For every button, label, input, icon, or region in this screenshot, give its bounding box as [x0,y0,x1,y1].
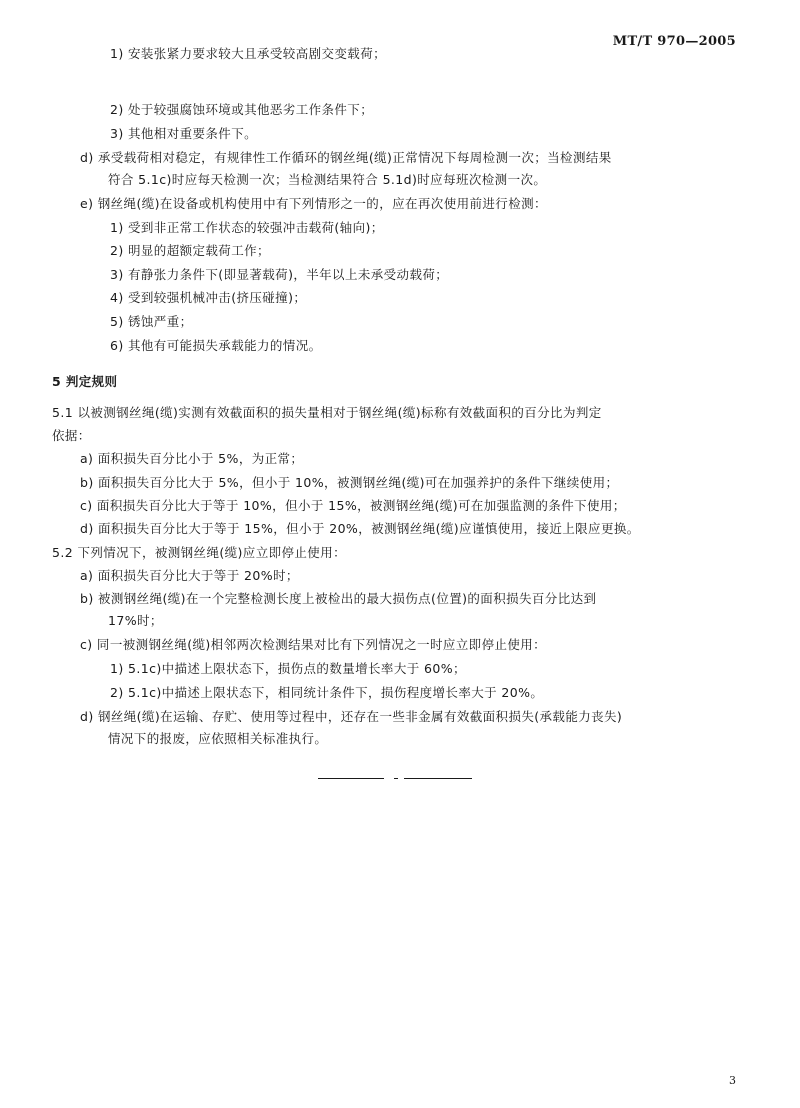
paragraph-line: d) 承受载荷相对稳定，有规律性工作循环的钢丝绳(缆)正常情况下每周检测一次；当检测结果 [80,150,612,165]
section-heading: 5 判定规则 [52,374,118,389]
paragraph-line: 依据： [52,428,91,443]
end-rule-left [318,778,384,779]
list-item: 1) 受到非正常工作状态的较强冲击载荷(轴向)； [110,220,384,235]
list-item: 2) 明显的超额定载荷工作； [110,243,270,258]
list-item: 6) 其他有可能损失承载能力的情况。 [110,338,322,353]
list-item: b) 被测钢丝绳(缆)在一个完整检测长度上被检出的最大损伤点(位置)的面积损失百分比达到 [80,591,597,606]
list-item: b) 面积损失百分比大于 5%，但小于 10%，被测钢丝绳(缆)可在加强养护的条件下继续使用； [80,475,619,490]
paragraph-line: 17%时； [108,613,163,628]
page-number: 3 [729,1074,736,1087]
list-item: c) 面积损失百分比大于等于 10%，但小于 15%，被测钢丝绳(缆)可在加强监测的条件下使用； [80,498,626,513]
paragraph-line: e) 钢丝绳(缆)在设备或机构使用中有下列情形之一的，应在再次使用前进行检测： [80,196,547,211]
list-item: 2) 5.1c)中描述上限状态下，相同统计条件下，损伤程度增长率大于 20%。 [110,685,544,700]
paragraph-line: 5.1 以被测钢丝绳(缆)实测有效截面积的损失量相对于钢丝绳(缆)标称有效截面积的百分比为判定 [52,405,602,420]
list-item: 3) 有静张力条件下(即显著载荷)，半年以上未承受动载荷； [110,267,449,282]
paragraph-line: 情况下的报废，应依照相关标准执行。 [108,731,328,746]
list-item: 1) 5.1c)中描述上限状态下，损伤点的数量增长率大于 60%； [110,661,466,676]
list-item: 5) 锈蚀严重； [110,314,193,329]
list-item: 4) 受到较强机械冲击(挤压碰撞)； [110,290,307,305]
standard-number: MT/T 970—2005 [612,34,736,49]
paragraph-line: 5.2 下列情况下，被测钢丝绳(缆)应立即停止使用： [52,545,347,560]
list-item: d) 钢丝绳(缆)在运输、存贮、使用等过程中，还存在一些非金属有效截面积损失(承载能力丧失) [80,709,623,724]
end-rule-dot [394,778,398,779]
list-item: a) 面积损失百分比小于 5%，为正常； [80,451,304,466]
list-item: c) 同一被测钢丝绳(缆)相邻两次检测结果对比有下列情况之一时应立即停止使用： [80,637,547,652]
list-item: d) 面积损失百分比大于等于 15%，但小于 20%，被测钢丝绳(缆)应谨慎使用，接近上限应更换。 [80,521,640,536]
list-item: a) 面积损失百分比大于等于 20%时； [80,568,299,583]
end-rule-right [404,778,472,779]
paragraph-line: 符合 5.1c)时应每天检测一次；当检测结果符合 5.1d)时应每班次检测一次。 [108,172,547,187]
list-item: 3) 其他相对重要条件下。 [110,126,258,141]
list-item: 1) 安装张紧力要求较大且承受较高剧交变载荷； [110,46,387,61]
list-item: 2) 处于较强腐蚀环境或其他恶劣工作条件下； [110,102,374,117]
